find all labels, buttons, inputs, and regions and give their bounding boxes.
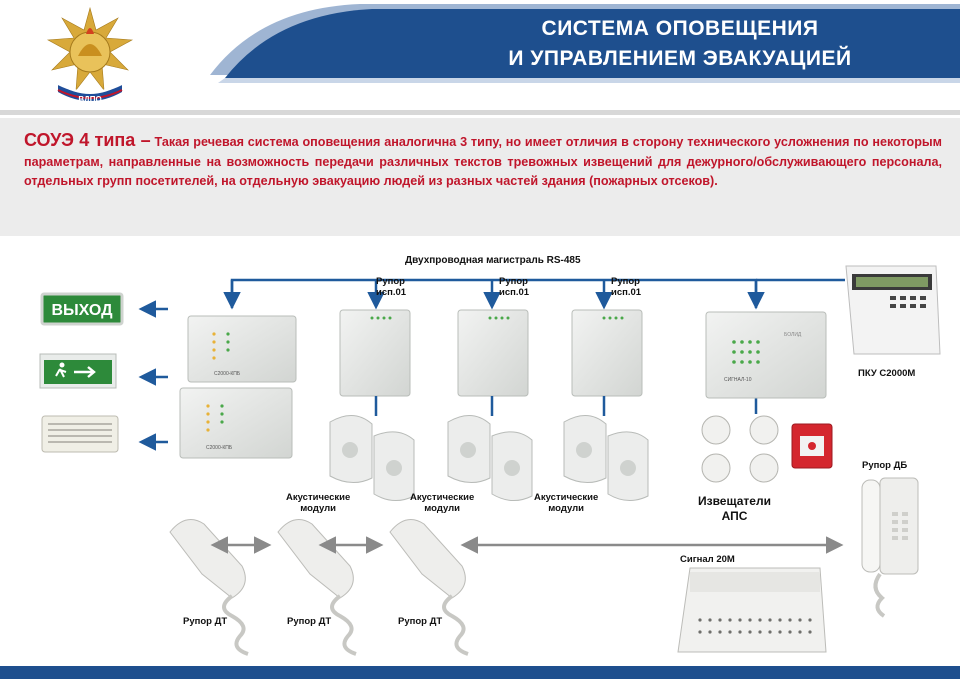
acoustic-pair-1 [330,415,414,500]
smoke-detectors [702,416,778,482]
header [0,0,960,115]
kpb2-text: С2000-КПБ [206,445,233,451]
acoustic-label-1: Акустические модули [286,492,351,514]
acoustic-pair-3 [564,415,648,500]
handset-label-2: Рупор ДТ [287,616,332,627]
acoustic-label-3: Акустические модули [534,492,599,514]
evacuation-sign-light [40,354,116,388]
horn-db-label: Рупор ДБ [862,460,908,471]
horn-unit-3 [572,310,642,396]
title-line-1: СИСТЕМА ОПОВЕЩЕНИЯ [541,17,819,40]
horn-unit-2 [458,310,528,396]
horn-unit-1 [340,310,410,396]
system-diagram [0,236,960,666]
footer-bar [0,666,960,679]
handset-1 [170,520,248,655]
emblem-text: ВДПО [78,95,102,104]
exit-sign-light [42,294,122,324]
brand-text: БОЛИД [784,332,802,338]
handset-label-1: Рупор ДТ [183,616,228,627]
signal-10-panel [706,312,826,398]
acoustic-label-2: Акустические модули [410,492,475,514]
kpb-block-1 [188,316,296,382]
signal-20m-label: Сигнал 20М [680,554,735,565]
siren-speaker [42,416,118,452]
signal-20m-panel [678,568,826,652]
pku-console [846,266,940,354]
title-line-2: И УПРАВЛЕНИЕМ ЭВАКУАЦИЕЙ [508,47,852,70]
page-title [430,14,930,74]
intro-paragraph [24,131,942,192]
kpb-block-2 [180,388,292,458]
kpb1-text: С2000-КПБ [214,371,241,377]
horn-db-phone [862,478,918,616]
handset-label-3: Рупор ДТ [398,616,443,627]
vdpo-emblem-icon [40,4,140,112]
horn-label-3: Рупор исп.01 [611,276,642,298]
handset-3 [390,520,468,655]
speaker-wires [376,396,756,416]
exit-sign-text: ВЫХОД [51,302,113,319]
pku-label: ПКУ С2000М [858,368,916,379]
horn-label-2: Рупор исп.01 [499,276,530,298]
rs485-bus [232,280,845,308]
intro-body: Такая речевая система оповещения аналогична 3 типу, но имеет отличия в сторону технического усложнения по некоторым параметрам, направленные на возможность передачи различных текстов тревожных извещений для дежурного/обслуживающего персонала, отдельных групп посетителей, на отдельную эвакуацию людей из разных частей здания (пожарных отсеков). [24,135,942,188]
manual-call-point-icon [792,424,832,468]
diagram-canvas [0,236,960,666]
bus-label: Двухпроводная магистраль RS-485 [405,255,581,266]
intro-panel [0,118,960,236]
intro-lead: СОУЭ 4 типа – [24,130,151,150]
acoustic-pair-2 [448,415,532,500]
detectors-label: Извещатели АПС [698,494,771,523]
horn-label-1: Рупор исп.01 [376,276,407,298]
signal10-text: СИГНАЛ-10 [724,377,752,383]
output-arrows [142,309,168,442]
handset-2 [278,520,356,655]
